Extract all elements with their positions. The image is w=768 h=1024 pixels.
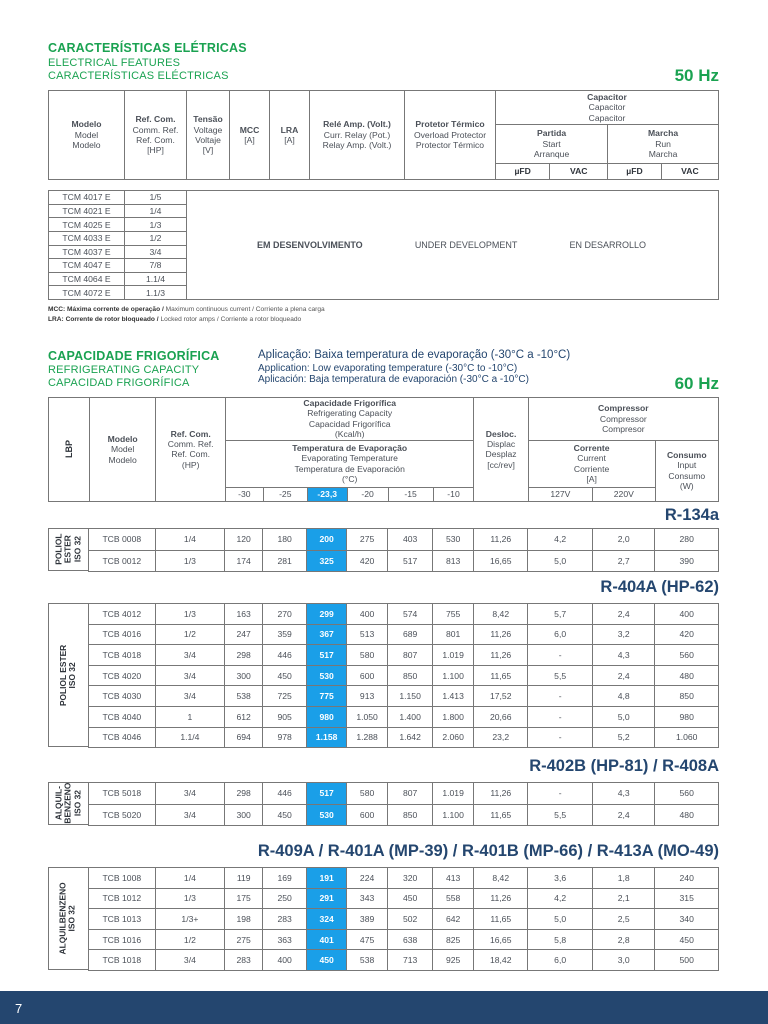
capacity-table: [88, 528, 719, 572]
table-row: TCB 5018 3/4 298 446 517 580 807 1.019 11,26 - 4,3 560: [89, 783, 719, 805]
elec-table-row: TCM 4025 E 1/3: [49, 218, 719, 232]
table-row: TCB 4012 1/3 163 270 299 400 574 755 8,42 5,7 2,4 400: [89, 604, 719, 625]
elec-table-row: TCM 4037 E 3/4: [49, 245, 719, 259]
table-row: TCB 4020 3/4 300 450 530 600 850 1.100 11,65 5,5 2,4 480: [89, 665, 719, 686]
capacity-table: [88, 867, 719, 971]
oil-type-label: POLIOL ESTER ISO 32: [48, 528, 88, 571]
elec-table-row: TCM 4033 E 1/2: [49, 231, 719, 245]
page-number: 7: [15, 1001, 23, 1016]
elec-hz: 50 Hz: [674, 66, 719, 85]
note-lra: LRA: Corrente de rotor bloqueado / Locked rotor amps / Corriente a rotor bloqueado: [48, 316, 302, 323]
oil-type-label: POLIOL ESTER ISO 32: [48, 603, 88, 747]
table-row: TCB 5020 3/4 300 450 530 600 850 1.100 11,65 5,5 2,4 480: [89, 804, 719, 826]
temp-header-cell: -20: [347, 487, 388, 501]
table-row: TCB 1018 3/4 283 400 450 538 713 925 18,42 6,0 3,0 500: [89, 950, 719, 971]
under-development-cell: EM DESENVOLVIMENTO UNDER DEVELOPMENT EN DESARROLLO: [187, 191, 719, 300]
table-row: TCB 4046 1.1/4 694 978 1.158 1.288 1.642 2.060 23,2 - 5,2 1.060: [89, 727, 719, 748]
elec-title-pt: CARACTERÍSTICAS ELÉTRICAS: [48, 41, 247, 55]
application-es: Aplicación: Baja temperatura de evaporación (-30°C a -10°C): [258, 374, 529, 385]
voltage-header-cell: 127V: [528, 487, 592, 501]
oil-type-label: ALQUIL- BENZENO ISO 32: [48, 782, 88, 825]
elec-title-en: ELECTRICAL FEATURES: [48, 57, 181, 69]
refrigerant-title: R-409A / R-401A (MP-39) / R-401B (MP-66) / R-413A (MO-49): [257, 842, 719, 860]
table-row: TCB 0012 1/3 174 281 325 420 517 813 16,65 5,0 2,7 390: [89, 550, 719, 572]
cap-title-es: CAPACIDAD FRIGORÍFICA: [48, 377, 190, 389]
elec-table-row: TCM 4072 E 1.1/3: [49, 286, 719, 300]
temp-header-cell: -10: [433, 487, 474, 501]
elec-body-table: [48, 190, 719, 300]
refrigerant-title: R-402B (HP-81) / R-408A: [529, 757, 719, 775]
cap-title-en: REFRIGERATING CAPACITY: [48, 364, 200, 376]
lbp-header: LBP: [49, 398, 90, 502]
footer-bar: [0, 991, 768, 1024]
elec-table-row: TCM 4017 E 1/5 EM DESENVOLVIMENTO UNDER DEVELOPMENT EN DESARROLLO: [49, 191, 719, 205]
capacity-table: [88, 782, 719, 826]
oil-type-label: ALQUILBENZENO ISO 32: [48, 867, 88, 970]
table-row: TCB 4016 1/2 247 359 367 513 689 801 11,26 6,0 3,2 420: [89, 624, 719, 645]
cap-title-pt: CAPACIDADE FRIGORÍFICA: [48, 349, 220, 363]
voltage-header-cell: 220V: [593, 487, 655, 501]
temp-header-cell: -15: [388, 487, 433, 501]
table-row: TCB 4018 3/4 298 446 517 580 807 1.019 11,26 - 4,3 560: [89, 645, 719, 666]
temp-header-cell: -25: [263, 487, 307, 501]
temp-header-cell: -30: [225, 487, 263, 501]
note-mcc: MCC: Máxima corrente de operação / Maximum continuous current / Corriente a plena carga: [48, 306, 325, 313]
table-row: TCB 1016 1/2 275 363 401 475 638 825 16,65 5,8 2,8 450: [89, 929, 719, 950]
table-row: TCB 1008 1/4 119 169 191 224 320 413 8,42 3,6 1,8 240: [89, 868, 719, 889]
elec-table-row: TCM 4047 E 7/8: [49, 259, 719, 273]
table-row: TCB 4040 1 612 905 980 1.050 1.400 1.800 20,66 - 5,0 980: [89, 706, 719, 727]
elec-table-row: TCM 4021 E 1/4: [49, 204, 719, 218]
temp-header-cell: -23,3: [307, 487, 347, 501]
elec-title-es: CARACTERÍSTICAS ELÉCTRICAS: [48, 70, 229, 82]
application-pt: Aplicação: Baixa temperatura de evaporação (-30°C a -10°C): [258, 349, 571, 361]
elec-header-table: Modelo Model Modelo Ref. Com. Comm. Ref. Ref. Com. [HP] Tensão Voltage Voltaje [V] MCC [A] LRA [A] Relé Amp. (Volt.) Curr. Relay (Pot.) Relay Amp. (Volt.) Protetor Térmico Overload Protector Protector Térmico Capacitor Capacitor Capacitor Partida Start Arranque Marcha Run Marcha µFD VAC µFD VAC: [48, 90, 719, 180]
table-row: TCB 0008 1/4 120 180 200 275 403 530 11,26 4,2 2,0 280: [89, 529, 719, 551]
refrigerant-title: R-404A (HP-62): [600, 578, 719, 596]
table-row: TCB 1012 1/3 175 250 291 343 450 558 11,26 4,2 2,1 315: [89, 888, 719, 909]
refrigerant-title: R-134a: [664, 506, 719, 524]
cap-header-table: LBP Modelo Model Modelo Ref. Com. Comm. Ref. Ref. Com. (HP) Capacidade Frigorífica Refrigerating Capacity Capacidad Frigorífica (Kcal/h) Desloc. Displac Desplaz [cc/rev] Compressor Compressor Compresor Temperatura de Evaporação Evaporating Temperature Temperatura de Evaporación (°C) Corrente Current Corriente [A] Consumo Input Consumo (W) -30 -25 -23,3 -20 -15 -10 127V 220V: [48, 397, 719, 502]
table-row: TCB 4030 3/4 538 725 775 913 1.150 1.413 17,52 - 4,8 850: [89, 686, 719, 707]
table-row: TCB 1013 1/3+ 198 283 324 389 502 642 11,65 5,0 2,5 340: [89, 909, 719, 930]
application-en: Application: Low evaporating temperature (-30°C to -10°C): [258, 363, 518, 374]
elec-table-row: TCM 4064 E 1.1/4: [49, 272, 719, 286]
cap-hz: 60 Hz: [674, 374, 719, 393]
capacity-table: [88, 603, 719, 748]
